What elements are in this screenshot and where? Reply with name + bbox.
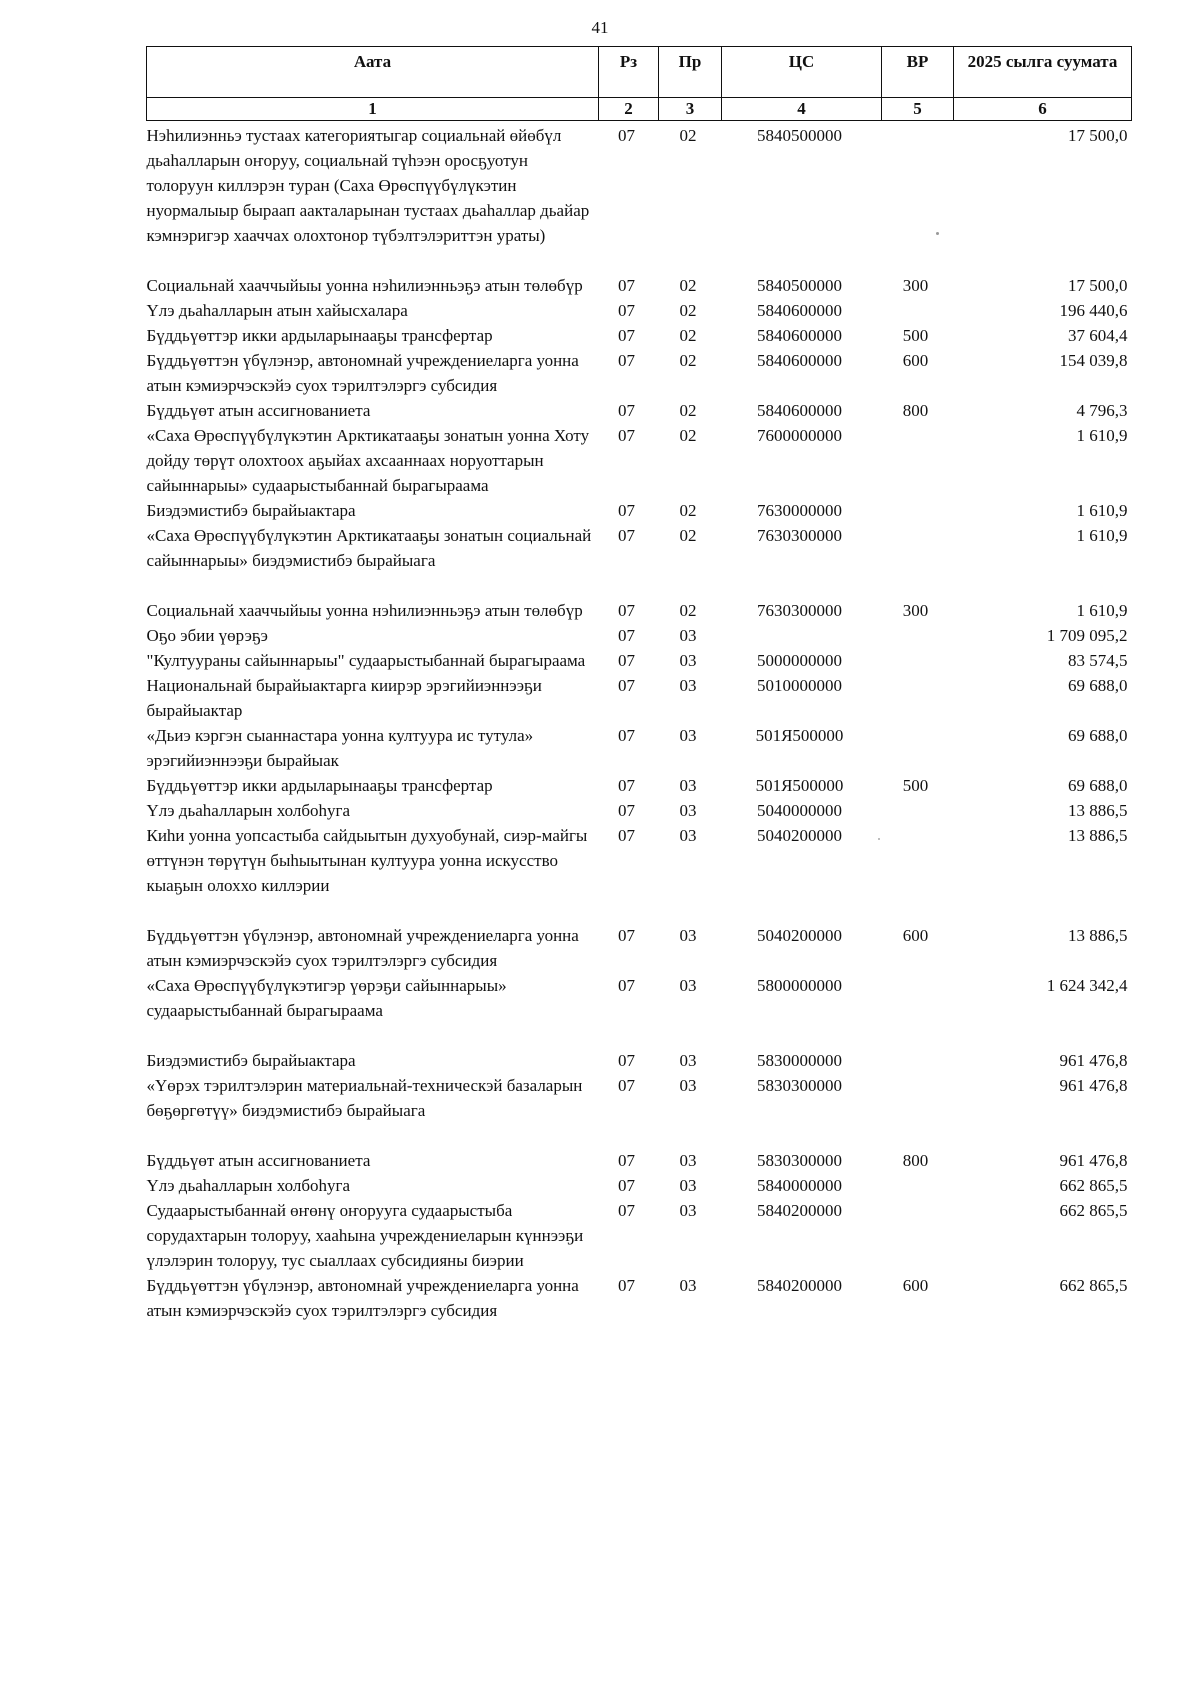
column-header-pr: Пр [659, 47, 722, 98]
row-name: Бүддьүөттэр икки ардыларынааҕы трансфертар [146, 776, 493, 795]
table-row [147, 773, 1132, 798]
row-name: Бүддьүөт атын ассигнованиета [146, 401, 371, 420]
table-row [147, 973, 1132, 1048]
row-amount: 1 610,9 [1076, 426, 1128, 445]
row-cs: 5840600000 [757, 401, 842, 420]
row-amount: 961 476,8 [1059, 1076, 1128, 1095]
scan-speck [878, 838, 880, 840]
row-amount: 961 476,8 [1059, 1051, 1128, 1070]
column-number: 2 [599, 98, 659, 121]
row-cs: 5040200000 [757, 826, 842, 845]
row-name: Киһи уонна уопсастыба сайдыытын духуобунай, сиэр-майгы өттүнэн төрүтүн быһыытынан култуура уонна искусство кыаҕын олоххо киллэрии [146, 826, 588, 895]
row-name: Бүддьүөттэр икки ардыларынааҕы трансфертар [146, 326, 493, 345]
row-name: Оҕо эбии үөрэҕэ [146, 626, 268, 645]
row-cs: 5840500000 [757, 126, 842, 145]
row-amount: 83 574,5 [1068, 651, 1128, 670]
row-vr [882, 623, 954, 648]
row-cs: 7630300000 [757, 526, 842, 545]
row-vr [882, 798, 954, 823]
row-name: Нэһилиэнньэ тустаах категориятыгар социальнай өйөбүл дьаһалларын оҥоруу, социальнай түһээн оросҕуотун толоруун киллэрэн туран (Саха Өрөспүүбүлүкэтин нуормалыыр быраап аакталарынан тустаах дьаһаллар дьайар кэмнэригэр хааччах олохтонор түбэлтэлэриттэн ураты) [146, 126, 590, 245]
row-cs: 5040200000 [757, 926, 842, 945]
row-rz: 07 [618, 426, 635, 445]
row-cs: 5840600000 [757, 301, 842, 320]
column-header-amount: 2025 сылга суумата [954, 47, 1132, 98]
row-amount: 196 440,6 [1059, 301, 1128, 320]
column-header-name: Аата [147, 47, 599, 98]
row-vr [882, 973, 954, 1048]
row-amount: 662 865,5 [1059, 1276, 1128, 1295]
row-vr [882, 648, 954, 673]
table-row [147, 1148, 1132, 1173]
row-pr: 02 [679, 351, 697, 370]
table-row [147, 623, 1132, 648]
row-pr: 03 [679, 676, 697, 695]
row-amount: 1 610,9 [1076, 501, 1128, 520]
table-row [147, 523, 1132, 598]
table-row [147, 1173, 1132, 1198]
row-vr [882, 1073, 954, 1148]
row-pr: 03 [679, 726, 697, 745]
row-cs: 501Я500000 [755, 726, 844, 745]
row-name: «Саха Өрөспүүбүлүкэтигэр үөрэҕи сайыннарыы» судаарыстыбаннай бырагыраама [146, 976, 507, 1020]
row-vr: 500 [902, 326, 929, 345]
row-amount: 69 688,0 [1068, 726, 1128, 745]
row-pr: 03 [679, 1076, 697, 1095]
row-vr: 600 [902, 926, 929, 945]
row-rz: 07 [618, 651, 635, 670]
row-rz: 07 [618, 726, 635, 745]
row-cs: 501Я500000 [755, 776, 844, 795]
row-cs: 5840000000 [757, 1176, 842, 1195]
row-rz: 07 [618, 826, 635, 845]
row-cs: 5840600000 [757, 326, 842, 345]
row-rz: 07 [618, 401, 635, 420]
row-vr [882, 723, 954, 773]
row-amount: 154 039,8 [1059, 351, 1128, 370]
row-amount: 17 500,0 [1068, 126, 1128, 145]
row-vr [882, 498, 954, 523]
row-cs: 5830300000 [757, 1076, 842, 1095]
row-pr: 03 [679, 926, 697, 945]
row-pr: 02 [679, 426, 697, 445]
row-name: «Саха Өрөспүүбүлүкэтин Арктикатааҕы зонатын социальнай сайыннарыы» биэдэмистибэ бырайыага [146, 526, 592, 570]
table-row [147, 1273, 1132, 1323]
row-name: «Үөрэх тэрилтэлэрин материальнай-техническэй базаларын бөҕөргөтүү» биэдэмистибэ бырайыага [146, 1076, 583, 1120]
table-body [147, 121, 1132, 1324]
row-pr: 02 [679, 126, 697, 145]
row-amount: 69 688,0 [1068, 776, 1128, 795]
row-amount: 961 476,8 [1059, 1151, 1128, 1170]
row-name: Бүддьүөт атын ассигнованиета [146, 1151, 371, 1170]
column-number: 1 [147, 98, 599, 121]
row-pr: 02 [679, 501, 697, 520]
row-amount: 4 796,3 [1076, 401, 1128, 420]
table-row [147, 823, 1132, 923]
row-vr: 500 [902, 776, 929, 795]
row-vr: 600 [902, 351, 929, 370]
row-amount: 1 624 342,4 [1046, 976, 1128, 995]
table-row [147, 498, 1132, 523]
row-pr: 03 [679, 651, 697, 670]
row-pr: 02 [679, 401, 697, 420]
row-amount: 1 610,9 [1076, 601, 1128, 620]
row-vr: 600 [902, 1276, 929, 1295]
row-amount: 37 604,4 [1068, 326, 1128, 345]
row-cs: 5800000000 [757, 976, 842, 995]
scan-speck [936, 232, 939, 235]
row-rz: 07 [618, 926, 635, 945]
row-vr: 800 [902, 1151, 929, 1170]
table-header-row [147, 47, 1132, 98]
column-header-cs: ЦС [722, 47, 882, 98]
row-cs: 7600000000 [757, 426, 842, 445]
row-rz: 07 [618, 126, 635, 145]
row-name: Судаарыстыбаннай өҥөнү оҥорууга судаарыстыба сорудахтарын толоруу, хааһына учреждениеларын күннээҕи үлэлэрин толоруу, тус сыаллаах субсидияны биэрии [146, 1201, 584, 1270]
row-rz: 07 [618, 1176, 635, 1195]
table-row [147, 598, 1132, 623]
row-cs: 5830300000 [757, 1151, 842, 1170]
page-number: 41 [591, 18, 609, 37]
row-name: Бүддьүөттэн үбүлэнэр, автономнай учреждениеларга уонна атын кэмиэрчэскэйэ суох тэрилтэлэргэ субсидия [146, 926, 579, 970]
table-row [147, 398, 1132, 423]
row-vr [882, 121, 954, 274]
table-row [147, 1073, 1132, 1148]
row-amount: 1 709 095,2 [1046, 626, 1128, 645]
row-rz: 07 [618, 776, 635, 795]
row-name: «Дьиэ кэргэн сыаннастара уонна култуура ис тутула» эрэгийиэннээҕи бырайыак [146, 726, 534, 770]
table-row [147, 923, 1132, 973]
column-number: 3 [659, 98, 722, 121]
row-amount: 69 688,0 [1068, 676, 1128, 695]
row-cs: 5840200000 [757, 1276, 842, 1295]
row-pr: 02 [679, 301, 697, 320]
row-amount: 1 610,9 [1076, 526, 1128, 545]
row-pr: 03 [679, 1201, 697, 1220]
row-rz: 07 [618, 526, 635, 545]
row-rz: 07 [618, 351, 635, 370]
row-name: Биэдэмистибэ бырайыактара [146, 501, 356, 520]
row-amount: 13 886,5 [1068, 926, 1128, 945]
row-pr: 03 [679, 626, 697, 645]
budget-table [146, 46, 1132, 1323]
row-rz: 07 [618, 1276, 635, 1295]
row-pr: 02 [679, 326, 697, 345]
row-pr: 03 [679, 1276, 697, 1295]
table-row [147, 723, 1132, 773]
row-pr: 03 [679, 1151, 697, 1170]
row-name: Үлэ дьаһалларын атын хайысхалара [146, 301, 408, 320]
row-vr [882, 673, 954, 723]
row-name: Бүддьүөттэн үбүлэнэр, автономнай учреждениеларга уонна атын кэмиэрчэскэйэ суох тэрилтэлэргэ субсидия [146, 1276, 579, 1320]
row-amount: 13 886,5 [1068, 826, 1128, 845]
table-row [147, 1198, 1132, 1273]
row-rz: 07 [618, 1201, 635, 1220]
row-rz: 07 [618, 676, 635, 695]
row-rz: 07 [618, 1051, 635, 1070]
row-amount: 17 500,0 [1068, 276, 1128, 295]
row-pr: 03 [679, 776, 697, 795]
row-name: Бүддьүөттэн үбүлэнэр, автономнай учреждениеларга уонна атын кэмиэрчэскэйэ суох тэрилтэлэргэ субсидия [146, 351, 579, 395]
table-row [147, 298, 1132, 323]
row-pr: 03 [679, 976, 697, 995]
row-pr: 03 [679, 1176, 697, 1195]
column-number: 5 [882, 98, 954, 121]
row-vr [882, 298, 954, 323]
row-cs: 5840600000 [757, 351, 842, 370]
table-row [147, 323, 1132, 348]
row-pr: 03 [679, 801, 697, 820]
column-header-vr: ВР [882, 47, 954, 98]
row-vr: 800 [902, 401, 929, 420]
row-cs: 5840500000 [757, 276, 842, 295]
row-rz: 07 [618, 976, 635, 995]
table-row [147, 423, 1132, 498]
row-cs [722, 623, 882, 648]
row-amount: 13 886,5 [1068, 801, 1128, 820]
row-pr: 02 [679, 601, 697, 620]
row-vr [882, 1048, 954, 1073]
row-cs: 5010000000 [757, 676, 842, 695]
row-rz: 07 [618, 1076, 635, 1095]
table-row [147, 121, 1132, 274]
row-pr: 02 [679, 526, 697, 545]
row-name: Биэдэмистибэ бырайыактара [146, 1051, 356, 1070]
row-cs: 7630300000 [757, 601, 842, 620]
row-vr: 300 [902, 601, 929, 620]
row-amount: 662 865,5 [1059, 1201, 1128, 1220]
row-pr: 03 [679, 826, 697, 845]
row-name: Үлэ дьаһалларын холбоһуга [146, 801, 351, 820]
row-pr: 03 [679, 1051, 697, 1070]
row-name: Национальнай бырайыактарга киирэр эрэгийиэннээҕи бырайыактар [146, 676, 542, 720]
row-rz: 07 [618, 276, 635, 295]
row-name: «Саха Өрөспүүбүлүкэтин Арктикатааҕы зонатын уонна Хоту дойду төрүт олохтоох аҕыйах ахсааннаах норуоттарын сайыннарыы» судаарыстыбаннай бырагыраама [146, 426, 590, 495]
row-rz: 07 [618, 601, 635, 620]
row-name: Социальнай хааччыйыы уонна нэһилиэнньэҕэ атын төлөбүр [146, 276, 583, 295]
row-rz: 07 [618, 301, 635, 320]
row-vr [882, 523, 954, 598]
row-name: "Култуураны сайыннарыы" судаарыстыбаннай бырагыраама [146, 651, 586, 670]
row-vr: 300 [902, 276, 929, 295]
row-cs: 7630000000 [757, 501, 842, 520]
table-row [147, 648, 1132, 673]
row-vr [882, 1198, 954, 1273]
row-rz: 07 [618, 1151, 635, 1170]
row-vr [882, 823, 954, 923]
row-rz: 07 [618, 326, 635, 345]
row-rz: 07 [618, 501, 635, 520]
table-row [147, 348, 1132, 398]
table-row [147, 1048, 1132, 1073]
row-cs: 5840200000 [757, 1201, 842, 1220]
table-row [147, 273, 1132, 298]
table-row [147, 673, 1132, 723]
row-name: Социальнай хааччыйыы уонна нэһилиэнньэҕэ атын төлөбүр [146, 601, 583, 620]
row-amount: 662 865,5 [1059, 1176, 1128, 1195]
row-pr: 02 [679, 276, 697, 295]
column-number: 4 [722, 98, 882, 121]
row-vr [882, 423, 954, 498]
row-cs: 5830000000 [757, 1051, 842, 1070]
column-number: 6 [954, 98, 1132, 121]
row-cs: 5000000000 [757, 651, 842, 670]
row-rz: 07 [618, 626, 635, 645]
row-name: Үлэ дьаһалларын холбоһуга [146, 1176, 351, 1195]
row-rz: 07 [618, 801, 635, 820]
table-row [147, 798, 1132, 823]
row-vr [882, 1173, 954, 1198]
row-cs: 5040000000 [757, 801, 842, 820]
column-number-row [147, 98, 1132, 121]
column-header-rz: Рз [599, 47, 659, 98]
